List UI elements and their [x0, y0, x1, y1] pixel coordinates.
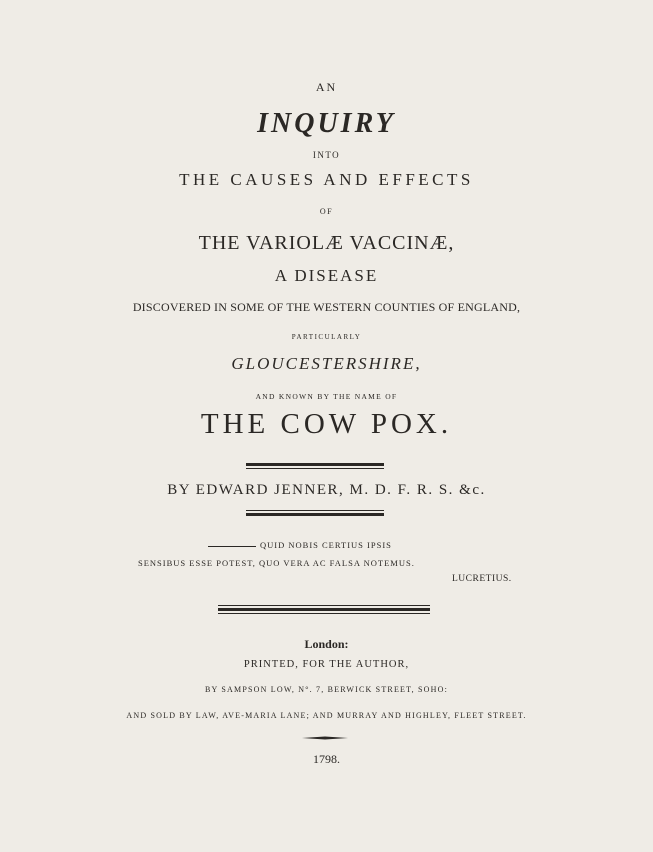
double-rule-top-thick — [246, 463, 384, 466]
imprint-sellers: AND SOLD BY LAW, AVE-MARIA LANE; AND MURRAY AND HIGHLEY, FLEET STREET. — [126, 711, 527, 720]
triple-rule-middle — [218, 608, 430, 611]
title-inquiry: INQUIRY — [257, 108, 396, 139]
heading-of: OF — [319, 207, 334, 216]
title-a-disease: A DISEASE — [274, 266, 379, 285]
triple-rule-top — [218, 605, 430, 606]
title-causes-effects: THE CAUSES AND EFFECTS — [179, 170, 474, 189]
epigraph-dash — [208, 546, 256, 547]
ornamental-dash — [302, 736, 348, 740]
imprint-printed-for: PRINTED, FOR THE AUTHOR, — [243, 659, 410, 670]
subtitle-discovered: DISCOVERED IN SOME OF THE WESTERN COUNTIES OF ENGLAND, — [132, 300, 521, 314]
title-cow-pox: THE COW POX. — [200, 408, 453, 440]
author-line: BY EDWARD JENNER, M. D. F. R. S. &c. — [167, 482, 486, 498]
subtitle-particularly: PARTICULARLY — [291, 333, 362, 341]
imprint-printer: BY SAMPSON LOW, N°. 7, BERWICK STREET, SOHO: — [204, 685, 449, 694]
subtitle-known-by-name: AND KNOWN BY THE NAME OF — [255, 392, 398, 401]
imprint-place: London: — [304, 637, 349, 651]
double-rule-top-thin — [246, 468, 384, 469]
epigraph-line-2: SENSIBUS ESSE POTEST, QUO VERA AC FALSA NOTEMUS. — [138, 558, 415, 568]
title-variolae-vaccinae: THE VARIOLÆ VACCINÆ, — [198, 232, 455, 254]
epigraph-line-1 — [208, 540, 392, 550]
title-gloucestershire: GLOUCESTERSHIRE, — [231, 354, 422, 373]
double-rule-bottom-thick — [246, 513, 384, 516]
heading-an: AN — [315, 80, 338, 94]
epigraph-line-1-text: QUID NOBIS CERTIUS IPSIS — [260, 540, 392, 550]
epigraph-attribution: LUCRETIUS. — [452, 574, 512, 584]
imprint-year: 1798. — [313, 752, 340, 766]
double-rule-bottom-thin — [246, 510, 384, 511]
triple-rule-bottom — [218, 613, 430, 614]
heading-into: INTO — [312, 150, 341, 160]
